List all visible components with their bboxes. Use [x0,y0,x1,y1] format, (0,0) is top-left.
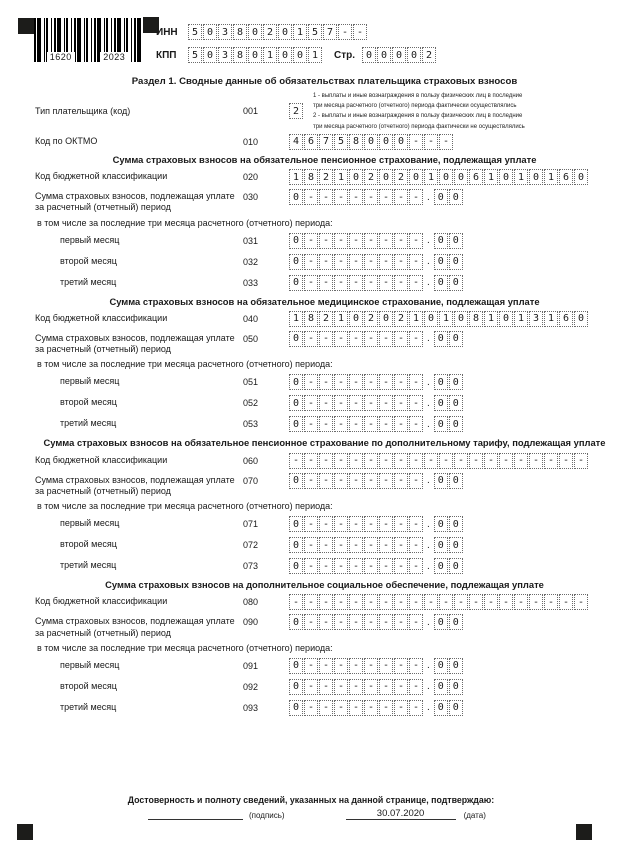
total-sum-line-code: 030 [243,192,259,203]
signature-caption: (подпись) [249,811,285,820]
total-sum-row [35,473,614,498]
payer-type-hint-line: три месяца расчетного (отчетного) периода фактически не осуществлялись [313,123,525,130]
contribution-section [35,296,614,433]
kbk-row [35,311,614,327]
date-caption: (дата) [463,811,486,820]
oktmo-field[interactable]: 4 6 7 5 8 0 0 0 - - - [289,134,453,150]
month-line-code: 033 [243,277,259,288]
contribution-section [35,579,614,716]
confirmation-footer [0,795,622,820]
month-sum-field[interactable] [289,416,463,432]
rubles-field[interactable]: 0 - - - - - - - - [289,189,423,205]
id-block [156,24,436,70]
contribution-section [35,437,614,574]
decimal-separator: . [427,475,430,487]
kopecks-field[interactable]: 0 0 [434,537,463,553]
kpp-label: КПП [156,49,177,61]
month-label: второй месяц [60,255,117,266]
section-title: Сумма страховых взносов на обязательное медицинское страхование, подлежащая уплате [109,295,540,307]
month-sum-field[interactable] [289,558,463,574]
month-sum-field[interactable] [289,233,463,249]
decimal-separator: . [427,518,430,530]
total-sum-row [35,331,614,356]
rubles-field[interactable]: 0 - - - - - - - - [289,374,423,390]
month-sum-row [35,516,614,532]
decimal-separator: . [427,702,430,714]
month-line-code: 051 [243,377,259,388]
inn-label: ИНН [156,26,178,38]
kopecks-field[interactable]: 0 0 [434,374,463,390]
kopecks-field[interactable]: 0 0 [434,658,463,674]
total-sum-line-code: 070 [243,475,259,486]
rubles-field[interactable]: 0 - - - - - - - - [289,679,423,695]
total-sum-field[interactable] [289,331,463,347]
payer-type-hint-line: три месяца расчетного (отчетного) периода фактически осуществлялись [313,103,517,110]
month-sum-field[interactable] [289,254,463,270]
decimal-separator: . [427,191,430,203]
month-label: первый месяц [60,234,120,245]
month-line-code: 073 [243,561,259,572]
decimal-separator: . [427,256,430,268]
kopecks-field[interactable]: 0 0 [434,395,463,411]
page-header-band [0,0,622,72]
last-three-months-subtitle: в том числе за последние три месяца расчетного (отчетного) периода: [37,217,333,228]
month-label: первый месяц [60,518,120,529]
kbk-line-code: 020 [243,172,259,183]
rubles-field[interactable]: 0 - - - - - - - - [289,473,423,489]
month-line-code: 092 [243,681,259,692]
kbk-row [35,453,614,469]
month-label: первый месяц [60,659,120,670]
total-sum-line-code: 090 [243,617,259,628]
decimal-separator: . [427,333,430,345]
month-line-code: 093 [243,702,259,713]
decimal-separator: . [427,560,430,572]
kbk-label: Код бюджетной классификации [35,454,168,465]
payer-type-label: Тип плательщика (код) [35,105,131,116]
registration-mark-bottom-left [17,824,33,840]
rubles-field[interactable]: 0 - - - - - - - - [289,233,423,249]
month-label: третий месяц [60,418,117,429]
rubles-field[interactable]: 0 - - - - - - - - [289,254,423,270]
registration-mark-left [18,18,34,34]
page-number-field[interactable]: 0 0 0 0 2 [362,47,436,63]
last-three-months-subtitle: в том числе за последние три месяца расчетного (отчетного) периода: [37,359,333,370]
registration-mark-bottom-right [576,824,592,840]
last-three-months-subtitle: в том числе за последние три месяца расчетного (отчетного) периода: [37,642,333,653]
oktmo-label: Код по ОКТМО [35,135,98,146]
section1-heading: Раздел 1. Сводные данные об обязательствах плательщика страховых взносов [131,76,518,87]
total-sum-field[interactable] [289,189,463,205]
total-sum-label: Сумма страховых взносов, подлежащая уплате за расчетный (отчетный) период [35,616,235,638]
payer-type-line-code: 001 [243,106,259,117]
kopecks-field[interactable]: 0 0 [434,516,463,532]
rubles-field[interactable]: 0 - - - - - - - - [289,331,423,347]
inn-row [156,24,436,40]
month-sum-field[interactable] [289,537,463,553]
kbk-label: Код бюджетной классификации [35,171,168,182]
month-sum-row [35,416,614,432]
month-line-code: 052 [243,398,259,409]
total-sum-field[interactable] [289,614,463,630]
kopecks-field[interactable]: 0 0 [434,416,463,432]
month-line-code: 032 [243,256,259,267]
month-line-code: 072 [243,540,259,551]
kbk-line-code: 040 [243,313,259,324]
month-sum-field[interactable] [289,275,463,291]
total-sum-field[interactable] [289,473,463,489]
month-line-code: 031 [243,235,259,246]
month-line-code: 053 [243,419,259,430]
decimal-separator: . [427,660,430,672]
kpp-field[interactable]: 5 0 3 8 0 1 0 0 1 [188,47,322,63]
decimal-separator: . [427,418,430,430]
kopecks-field[interactable]: 0 0 [434,331,463,347]
month-label: третий месяц [60,560,117,571]
barcode-number-right: 2023 [100,52,128,62]
kbk-line-code: 080 [243,597,259,608]
decimal-separator: . [427,681,430,693]
kopecks-field[interactable]: 0 0 [434,614,463,630]
month-sum-row [35,275,614,291]
oktmo-line-code: 010 [243,136,259,147]
payer-type-row [35,91,614,132]
kopecks-field[interactable]: 0 0 [434,275,463,291]
month-label: третий месяц [60,276,117,287]
confirmation-statement: Достоверность и полноту сведений, указанных на данной странице, подтверждаю: [127,795,495,805]
month-sum-row [35,679,614,695]
kbk-field[interactable]: 1 8 2 1 0 2 0 2 1 0 1 0 8 1 0 1 3 1 6 0 [289,311,588,327]
payer-type-field[interactable]: 2 [289,103,303,119]
kpp-row [156,47,436,63]
kbk-field[interactable]: 1 8 2 1 0 2 0 2 0 1 0 0 6 1 0 1 0 1 6 0 [289,169,588,185]
month-label: второй месяц [60,680,117,691]
month-sum-field[interactable] [289,700,463,716]
decimal-separator: . [427,376,430,388]
payer-type-hint-line: 1 - выплаты и иные вознаграждения в пользу физических лиц в последние [313,93,523,99]
section-title: Сумма страховых взносов на обязательное пенсионное страхование, подлежащая уплате [112,153,537,165]
rubles-field[interactable]: 0 - - - - - - - - [289,614,423,630]
kopecks-field[interactable]: 0 0 [434,700,463,716]
page-number-label: Стр. [334,49,356,61]
payer-type-hints [313,91,605,132]
rubles-field[interactable]: 0 - - - - - - - - [289,558,423,574]
total-sum-label: Сумма страховых взносов, подлежащая уплате за расчетный (отчетный) период [35,332,235,355]
month-sum-row [35,700,614,716]
total-sum-row [35,189,614,214]
total-sum-line-code: 050 [243,333,259,344]
signature-row [0,808,622,820]
contribution-sections [35,154,614,716]
form-body [0,72,622,716]
section-title: Сумма страховых взносов на дополнительное социальное обеспечение, подлежащая уплате [105,579,544,591]
kopecks-field[interactable]: 0 0 [434,473,463,489]
month-sum-row [35,658,614,674]
oktmo-row [35,134,614,150]
decimal-separator: . [427,277,430,289]
kopecks-field[interactable]: 0 0 [434,254,463,270]
rubles-field[interactable]: 0 - - - - - - - - [289,416,423,432]
rubles-field[interactable]: 0 - - - - - - - - [289,658,423,674]
month-label: второй месяц [60,397,117,408]
kopecks-field[interactable]: 0 0 [434,679,463,695]
month-sum-row [35,537,614,553]
signature-line[interactable] [148,810,243,820]
month-sum-row [35,558,614,574]
rubles-field[interactable]: 0 - - - - - - - - [289,700,423,716]
kbk-label: Код бюджетной классификации [35,312,168,323]
decimal-separator: . [427,397,430,409]
kopecks-field[interactable]: 0 0 [434,233,463,249]
month-sum-field[interactable] [289,658,463,674]
payer-type-hint-line: 2 - выплаты и иные вознаграждения в пользу физических лиц в последние [313,113,523,120]
kbk-field[interactable]: - - - - - - - - - - - - - - - - - - - - [289,453,588,469]
contribution-section [35,154,614,291]
barcode-number-left: 1620 [47,52,75,62]
month-sum-row [35,254,614,270]
kbk-row [35,594,614,610]
rubles-field[interactable]: 0 - - - - - - - - [289,275,423,291]
kbk-label: Код бюджетной классификации [35,596,168,607]
section-title: Сумма страховых взносов на обязательное пенсионное страхование по дополнительному тарифу, подлежащая уплате [43,437,606,449]
month-sum-row [35,374,614,390]
month-line-code: 071 [243,519,259,530]
month-sum-row [35,395,614,411]
decimal-separator: . [427,539,430,551]
total-sum-row [35,614,614,639]
rubles-field[interactable]: 0 - - - - - - - - [289,516,423,532]
month-label: второй месяц [60,539,117,550]
month-sum-field[interactable] [289,516,463,532]
date-value[interactable]: 30.07.2020 [346,808,456,820]
month-sum-field[interactable] [289,395,463,411]
month-sum-field[interactable] [289,679,463,695]
total-sum-label: Сумма страховых взносов, подлежащая уплате за расчетный (отчетный) период [35,191,235,213]
kopecks-field[interactable]: 0 0 [434,558,463,574]
rubles-field[interactable]: 0 - - - - - - - - [289,537,423,553]
month-sum-row [35,233,614,249]
rubles-field[interactable]: 0 - - - - - - - - [289,395,423,411]
month-label: первый месяц [60,376,120,387]
kbk-line-code: 060 [243,455,259,466]
decimal-separator: . [427,616,430,628]
kopecks-field[interactable]: 0 0 [434,189,463,205]
decimal-separator: . [427,235,430,247]
last-three-months-subtitle: в том числе за последние три месяца расчетного (отчетного) периода: [37,501,333,512]
month-line-code: 091 [243,660,259,671]
month-sum-field[interactable] [289,374,463,390]
barcode-numbers [34,52,141,62]
total-sum-label: Сумма страховых взносов, подлежащая уплате за расчетный (отчетный) период [35,474,235,496]
month-label: третий месяц [60,701,117,712]
kbk-field[interactable]: - - - - - - - - - - - - - - - - - - - - [289,594,588,610]
inn-field[interactable]: 5 0 3 8 0 2 0 1 5 7 - - [188,24,367,40]
kbk-row [35,169,614,185]
